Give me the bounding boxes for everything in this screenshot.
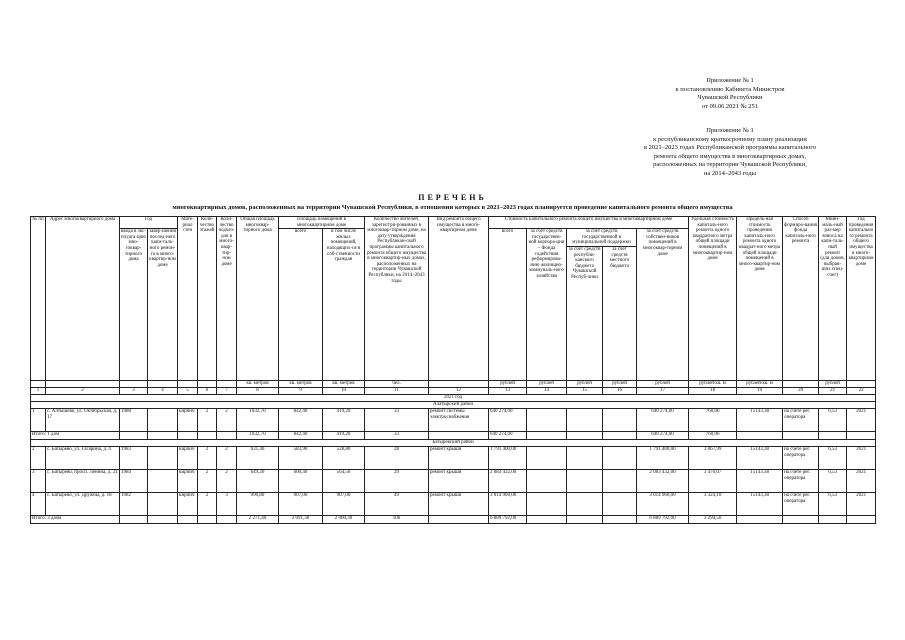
row-total-area: 649,20 <box>237 470 279 493</box>
row-premises-total: 842,40 <box>279 409 323 432</box>
header-cost-republic: за счет средств республи-канского бюджета Чувашской Респуб-лики <box>567 246 603 380</box>
row-cost-local <box>603 409 637 432</box>
column-number-cell: 22 <box>847 388 876 395</box>
total-empty <box>819 516 847 524</box>
unit-cell <box>847 381 876 388</box>
total-empty <box>737 432 783 440</box>
appendix-line: Приложение № 1 <box>706 77 754 84</box>
unit-cell: кв. метров <box>237 381 279 388</box>
appendix-line: ремонта общего имущества в многоквартирных домах, <box>653 152 807 160</box>
column-number-cell: 15 <box>567 388 603 395</box>
row-repair-year: 2021 <box>847 409 876 432</box>
row-premises-residential: 419,20 <box>323 409 365 432</box>
row-last-repair <box>148 470 178 493</box>
appendix-line: Приложение № 1 <box>706 127 754 134</box>
units-row <box>31 381 876 388</box>
unit-cell <box>31 381 46 388</box>
document-subtitle: многоквартирных домов, расположенных на территории Чувашской Республики, в отношении которых в 2021–2023 годах планируется проведение капитального ремонта общего имущества <box>172 204 733 211</box>
total-unit-cost: 3 294,50 <box>689 516 737 524</box>
total-empty <box>783 516 819 524</box>
row-cost-total: 1 791 400,00 <box>489 447 527 470</box>
total-cost-total: 640 274,00 <box>489 432 527 440</box>
row-address: с. Алтышево, ул. Октябрьская, д. 17 <box>46 409 120 432</box>
table-row <box>31 470 876 493</box>
row-repair-year: 2021 <box>847 470 876 493</box>
row-fund-method: на счете рег. оператора <box>783 493 819 516</box>
header-premises-residential: в том числе жилых помещений, находящих-ся в соб-ственности граждан <box>323 229 365 381</box>
row-last-repair <box>148 447 178 470</box>
total-row <box>31 516 876 524</box>
unit-cell <box>148 381 178 388</box>
unit-cell: рублей <box>567 381 603 388</box>
total-empty <box>847 432 876 440</box>
row-last-repair <box>148 409 178 432</box>
header-repair-year: Год проведения капитального ремонта общего имущества в много-квартирном доме <box>847 217 876 381</box>
row-repair-type: ремонт крыши <box>429 493 489 516</box>
row-entrances: 2 <box>217 409 237 432</box>
appendix-line: в 2021–2023 годах Республиканской программы капитального <box>643 144 817 151</box>
unit-cell: чел. <box>365 381 429 388</box>
row-max-cost: 15143,38 <box>737 470 783 493</box>
unit-cell <box>46 381 120 388</box>
header-floors: Коли-чество этажей <box>198 217 217 381</box>
column-number-cell: 14 <box>527 388 567 395</box>
district-row <box>31 440 876 447</box>
unit-cell: рублей <box>489 381 527 388</box>
total-empty <box>148 516 178 524</box>
row-wall-material: кирпич <box>178 409 198 432</box>
row-address: с. Батырево, ул. Дружбы, д. 18 <box>46 493 120 516</box>
row-min-contribution: 6,53 <box>819 493 847 516</box>
column-number-cell: 12 <box>429 388 489 395</box>
row-number: 3 <box>31 470 46 493</box>
unit-cell <box>120 381 148 388</box>
header-wall-material: Мате-риал стен <box>178 217 198 381</box>
header-fund-method: Способ формиро-вания фонда капиталь-ного ремонта <box>783 217 819 381</box>
row-fund-method: на счете рег. оператора <box>783 470 819 493</box>
row-fund-method: на счете рег. оператора <box>783 447 819 470</box>
appendix-line: к республиканскому краткосрочному плану реализации <box>653 135 807 143</box>
row-cost-fund <box>527 409 567 432</box>
total-empty <box>198 516 217 524</box>
header-address: Адрес многоквартирного дома <box>46 217 120 381</box>
row-premises-total: 583,90 <box>279 447 323 470</box>
unit-cell: кв. метров <box>323 381 365 388</box>
unit-cell: рублей <box>527 381 567 388</box>
total-empty <box>527 516 567 524</box>
unit-cell <box>198 381 217 388</box>
table-row <box>31 493 876 516</box>
row-cost-owners: 640 274,00 <box>637 409 689 432</box>
row-min-contribution: 6,53 <box>819 447 847 470</box>
total-cost-total: 6 889 792,00 <box>489 516 527 524</box>
row-entrances: 2 <box>217 447 237 470</box>
row-number: 1 <box>31 409 46 432</box>
total-empty <box>178 432 198 440</box>
unit-cell: рублей <box>637 381 689 388</box>
appendix-line: Чувашской Республики <box>697 94 763 101</box>
total-empty <box>120 432 148 440</box>
header-cost: Стоимость капитального ремонта общего имущества в многоквартирном доме <box>489 217 689 229</box>
row-total-area: 631,40 <box>237 447 279 470</box>
column-number-cell: 4 <box>148 388 178 395</box>
row-cost-republic <box>567 470 603 493</box>
row-max-cost: 15143,38 <box>737 447 783 470</box>
register-table <box>30 216 876 524</box>
column-numbers-row <box>31 388 876 395</box>
column-number-cell: 2 <box>46 388 120 395</box>
row-last-repair <box>148 493 178 516</box>
row-cost-republic <box>567 447 603 470</box>
row-premises-residential: 907,00 <box>323 493 365 516</box>
total-area: 2 271,40 <box>237 516 279 524</box>
total-unit-cost: 760,06 <box>689 432 737 440</box>
row-entrances: 3 <box>217 493 237 516</box>
total-cost-owners: 640 274,00 <box>637 432 689 440</box>
row-total-area: 1032,70 <box>237 409 279 432</box>
total-empty <box>819 432 847 440</box>
total-cost-owners: 6 889 792,00 <box>637 516 689 524</box>
row-wall-material: кирпич <box>178 447 198 470</box>
row-residents: 33 <box>365 409 429 432</box>
row-cost-republic <box>567 493 603 516</box>
row-premises-total: 907,00 <box>279 493 323 516</box>
total-empty <box>737 516 783 524</box>
unit-cell <box>178 381 198 388</box>
row-cost-fund <box>527 447 567 470</box>
appendix-header-2 <box>600 127 860 178</box>
header-cost-state: за счет средств государственной и муниципальной поддержки <box>567 229 637 247</box>
row-cost-total: 3 014 960,00 <box>489 493 527 516</box>
total-empty <box>429 516 489 524</box>
row-year-built: 1983 <box>120 447 148 470</box>
header-cost-owners: за счет средств собствен-ников помещений в многоквар-тирном доме <box>637 229 689 381</box>
total-empty <box>847 516 876 524</box>
row-floors: 2 <box>198 409 217 432</box>
appendix-header-1 <box>600 77 860 111</box>
total-empty <box>567 432 603 440</box>
total-residents: 106 <box>365 516 429 524</box>
total-premises-residential: 2 000,30 <box>323 516 365 524</box>
column-number-cell: 6 <box>198 388 217 395</box>
row-year-built: 1982 <box>120 493 148 516</box>
row-cost-owners: 3 014 960,00 <box>637 493 689 516</box>
row-cost-fund <box>527 470 567 493</box>
column-number-cell: 8 <box>237 388 279 395</box>
row-cost-owners: 1 791 400,00 <box>637 447 689 470</box>
row-min-contribution: 6,53 <box>819 470 847 493</box>
total-label: Итого: 3 дома <box>31 516 120 524</box>
table-row <box>31 447 876 470</box>
column-number-cell: 10 <box>323 388 365 395</box>
header-residents: Количество жителей, зарегистри-рованных в многоквар-тирном доме, на дату утверждения Республикан-ской программы капитального ремонта общего имущества в многоквартир-ных домах, расположенных на территории Чувашской Республики, на 2014–2043 годы <box>365 217 429 381</box>
document-title: ПЕРЕЧЕНЬ <box>418 193 487 202</box>
column-number-cell: 9 <box>279 388 323 395</box>
row-cost-total: 2 083 432,00 <box>489 470 527 493</box>
total-area: 1032,70 <box>237 432 279 440</box>
column-number-cell: 13 <box>489 388 527 395</box>
unit-cell: рублей/кв. м <box>689 381 737 388</box>
total-empty <box>527 432 567 440</box>
row-repair-year: 2021 <box>847 493 876 516</box>
total-empty <box>178 516 198 524</box>
appendix-line: от 09.06.2021 № 251 <box>701 102 759 110</box>
total-empty <box>148 432 178 440</box>
row-unit-cost: 760,06 <box>689 409 737 432</box>
row-number: 2 <box>31 447 46 470</box>
total-empty <box>603 516 637 524</box>
row-address: с. Батырево, просп. Ленина, д. 21 <box>46 470 120 493</box>
row-residents: 29 <box>365 470 429 493</box>
header-total-area: Общая площадь многоквар-тирного дома <box>237 217 279 381</box>
row-cost-owners: 2 083 432,00 <box>637 470 689 493</box>
row-year-built: 1984 <box>120 470 148 493</box>
year-label: 2021 год <box>31 395 876 402</box>
total-empty <box>217 432 237 440</box>
row-max-cost: 15143,38 <box>737 409 783 432</box>
row-repair-year: 2021 <box>847 447 876 470</box>
total-empty <box>783 432 819 440</box>
header-cost-fund: за счет средств государствен-ной корпора-ции – Фонда содействия реформирова-нию жилищно-коммуналь-ного хозяйства <box>527 229 567 381</box>
row-repair-type: ремонт крыши <box>429 470 489 493</box>
header-cost-total: всего <box>489 229 527 381</box>
column-number-cell: 5 <box>178 388 198 395</box>
column-number-cell: 17 <box>637 388 689 395</box>
total-row <box>31 432 876 440</box>
total-empty <box>567 516 603 524</box>
row-min-contribution: 6,53 <box>819 409 847 432</box>
unit-cell: рублей/кв. м <box>737 381 783 388</box>
header-premises-area: Площадь помещений в многоквартирном доме <box>279 217 365 229</box>
header-entrances: Коли-чество подъез-дов в много-квар-тир-ном доме <box>217 217 237 381</box>
header-year-commission: ввода в экс-плуата-цию мно-гоквар-тирного дома <box>120 229 148 381</box>
total-premises-total: 842,40 <box>279 432 323 440</box>
row-number: 4 <box>31 493 46 516</box>
total-premises-residential: 419,20 <box>323 432 365 440</box>
header-year-completion: завер-шения послед-него капи-таль-ного ремон-та в много-квартир-ном доме <box>148 229 178 381</box>
row-year-built: 1988 <box>120 409 148 432</box>
year-row <box>31 395 876 402</box>
column-number-cell: 7 <box>217 388 237 395</box>
header-cost-local: за счет средств местного бюджета <box>603 246 637 380</box>
row-unit-cost: 3 067,99 <box>689 447 737 470</box>
row-premises-residential: 564,50 <box>323 470 365 493</box>
row-wall-material: кирпич <box>178 493 198 516</box>
total-empty <box>198 432 217 440</box>
header-unit-cost: Удельная стоимость капиталь-ного ремонта одного квадратного метра общей площади помещений в многоквартир-ном доме <box>689 217 737 381</box>
unit-cell <box>217 381 237 388</box>
header-num: № пп <box>31 217 46 381</box>
row-cost-fund <box>527 493 567 516</box>
district-name: Батыревский район <box>31 440 876 447</box>
row-floors: 2 <box>198 470 217 493</box>
table-row <box>31 409 876 432</box>
row-premises-total: 600,40 <box>279 470 323 493</box>
header-min-contribution: Мини-маль-ный раз-мер взноса на капи-таль-ный ремонт (для домов, выбрав-ших спец-счет) <box>819 217 847 381</box>
row-cost-total: 640 274,00 <box>489 409 527 432</box>
header-max-cost: Предель-ная стоимость проведения капиталь-ного ремонта одного квадрат-ного метра общей площади помещений в много-квартир-ном доме <box>737 217 783 381</box>
row-residents: 49 <box>365 493 429 516</box>
column-number-cell: 20 <box>783 388 819 395</box>
column-number-cell: 3 <box>120 388 148 395</box>
register-body <box>31 381 876 524</box>
total-empty <box>603 432 637 440</box>
total-residents: 33 <box>365 432 429 440</box>
row-cost-local <box>603 470 637 493</box>
column-number-cell: 19 <box>737 388 783 395</box>
header-year: Год <box>120 217 178 229</box>
unit-cell: рублей <box>603 381 637 388</box>
unit-cell: кв. метров <box>279 381 323 388</box>
header-premises-total: всего <box>279 229 323 381</box>
unit-cell <box>429 381 489 388</box>
appendix-line: расположенных на территории Чувашской Республики, <box>653 161 807 168</box>
column-number-cell: 21 <box>819 388 847 395</box>
row-cost-local <box>603 493 637 516</box>
row-residents: 28 <box>365 447 429 470</box>
district-row <box>31 402 876 409</box>
total-empty <box>217 516 237 524</box>
column-number-cell: 18 <box>689 388 737 395</box>
column-number-cell: 1 <box>31 388 46 395</box>
row-floors: 2 <box>198 493 217 516</box>
row-repair-type: ремонт системы электроснабжения <box>429 409 489 432</box>
row-entrances: 2 <box>217 470 237 493</box>
row-repair-type: ремонт крыши <box>429 447 489 470</box>
total-empty <box>120 516 148 524</box>
row-max-cost: 15143,38 <box>737 493 783 516</box>
total-label: Итого: 1 дом <box>31 432 120 440</box>
total-empty <box>429 432 489 440</box>
row-unit-cost: 3 470,07 <box>689 470 737 493</box>
row-wall-material: кирпич <box>178 470 198 493</box>
row-cost-republic <box>567 409 603 432</box>
unit-cell: рублей <box>819 381 847 388</box>
unit-cell <box>783 381 819 388</box>
column-number-cell: 11 <box>365 388 429 395</box>
total-premises-total: 2 091,30 <box>279 516 323 524</box>
row-fund-method: на счете рег. оператора <box>783 409 819 432</box>
row-unit-cost: 3 324,10 <box>689 493 737 516</box>
row-address: с. Батырево, ул. Гагарина, д. 4 <box>46 447 120 470</box>
appendix-line: к постановлению Кабинета Министров <box>675 85 785 93</box>
row-cost-local <box>603 447 637 470</box>
row-premises-residential: 528,80 <box>323 447 365 470</box>
row-floors: 2 <box>198 447 217 470</box>
row-total-area: 990,80 <box>237 493 279 516</box>
column-number-cell: 16 <box>603 388 637 395</box>
header-repair-type: Вид ремонта общего имущества в много-квартирном доме <box>429 217 489 381</box>
district-name: Алатырский район <box>31 402 876 409</box>
appendix-line: на 2014–2043 годы <box>703 169 757 177</box>
